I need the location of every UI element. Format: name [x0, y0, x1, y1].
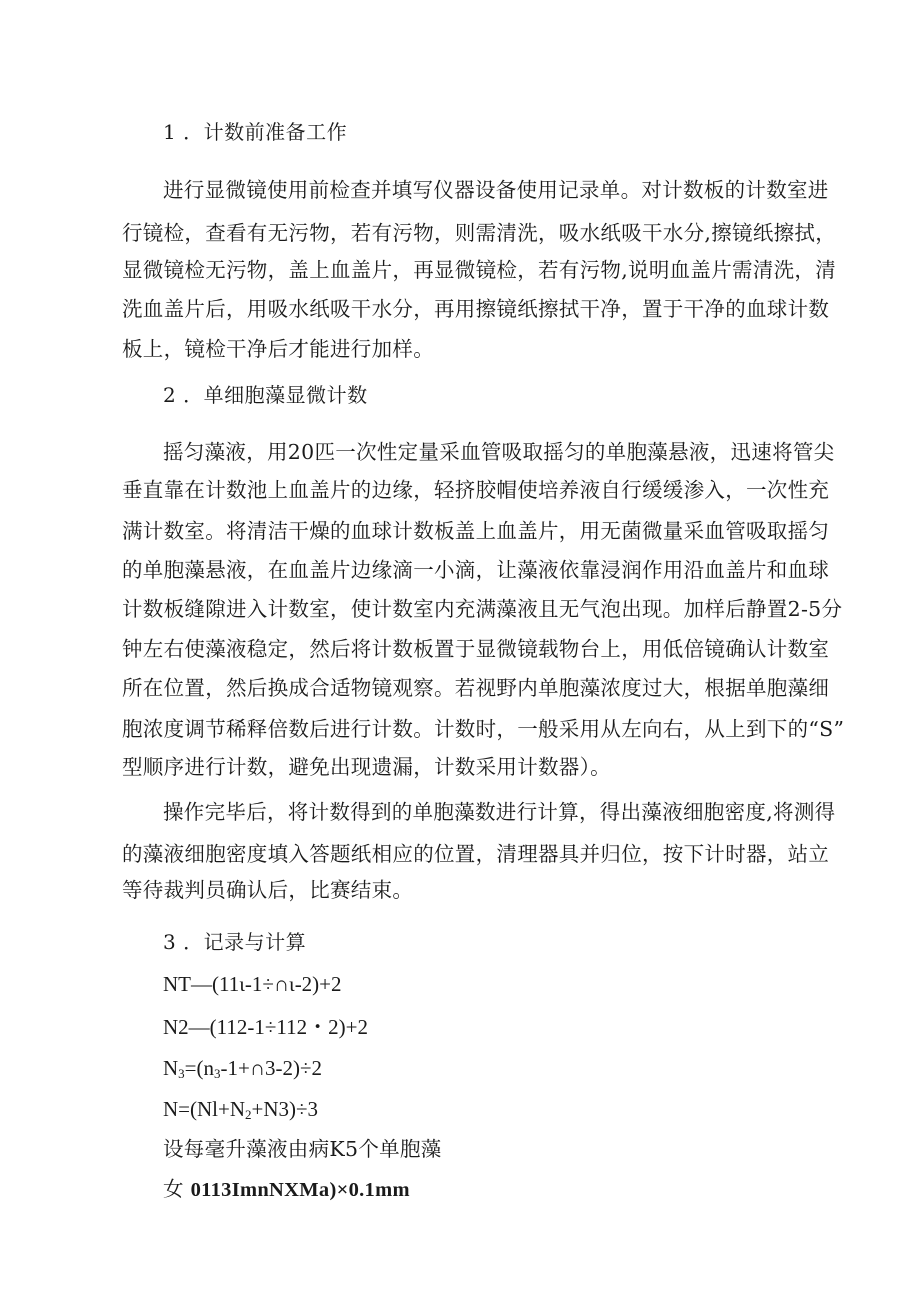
section1-line: 板上，镜检干净后才能进行加样。	[122, 337, 434, 361]
formula-n1: NT—(11ι-1÷∩ι-2)+2	[163, 972, 342, 996]
formula-n-part: +N3)÷3	[251, 1097, 319, 1121]
formula-n3-sub: 3	[178, 1066, 185, 1081]
formula-n3-sub: 3	[214, 1066, 221, 1081]
density-formula-bold: 0113ImnNXMa)×0.1mm	[190, 1179, 410, 1201]
formula-n-part: N=(Nl+N	[163, 1097, 246, 1121]
formula-n2: N2—(112-1÷112・2)+2	[163, 1015, 368, 1039]
formula-n3-part: -1+∩3-2)÷2	[220, 1056, 323, 1080]
section2-heading: 2 ．单细胞藻显微计数	[163, 383, 368, 407]
formula-n-sub: 2	[245, 1107, 252, 1122]
section2-line: 摇匀藻液，用20匹一次性定量采血管吸取摇匀的单胞藻悬液，迅速将管尖	[163, 440, 835, 464]
section1-line: 洗血盖片后，用吸水纸吸干水分，再用擦镜纸擦拭干净，置于干净的血球计数	[122, 297, 830, 321]
density-definition-line: 设每毫升藻液由病K5个单胞藻	[163, 1137, 442, 1161]
formula-n3	[163, 1056, 322, 1080]
section2-line: 计数板缝隙进入计数室，使计数室内充满藻液且无气泡出现。加样后静置2-5分	[122, 597, 843, 621]
section2-line: 垂直靠在计数池上血盖片的边缘，轻挤胶帽使培养液自行缓缓渗入，一次性充	[122, 478, 830, 502]
section3-heading: 3 ．记录与计算	[163, 930, 307, 954]
section2-line: 钟左右使藻液稳定，然后将计数板置于显微镜载物台上，用低倍镜确认计数室	[122, 637, 830, 661]
section2-line: 型顺序进行计数，避免出现遗漏，计数采用计数器）。	[122, 755, 611, 779]
density-formula-prefix: 女	[163, 1177, 191, 1201]
section1-line: 行镜检，查看有无污物，若有污物，则需清洗，吸水纸吸干水分,擦镜纸擦拭，	[122, 221, 837, 245]
formula-n3-part: N	[163, 1056, 179, 1080]
section1-heading: 1 ．计数前准备工作	[163, 120, 348, 144]
section2-line: 胞浓度调节稀释倍数后进行计数。计数时，一般采用从左向右，从上到下的“S”	[122, 717, 845, 741]
section2-line: 操作完毕后，将计数得到的单胞藻数进行计算，得出藻液细胞密度,将测得	[163, 800, 836, 824]
section1-line: 进行显微镜使用前检查并填写仪器设备使用记录单。对计数板的计数室进	[163, 178, 829, 202]
section2-line: 所在位置，然后换成合适物镜观察。若视野内单胞藻浓度过大，根据单胞藻细	[122, 676, 830, 700]
section2-line: 的单胞藻悬液，在血盖片边缘滴一小滴，让藻液依靠浸润作用沿血盖片和血球	[122, 558, 830, 582]
density-formula-line	[163, 1177, 410, 1202]
section2-line: 等待裁判员确认后，比赛结束。	[122, 878, 414, 902]
formula-n3-part: =(n	[184, 1056, 215, 1080]
section2-line: 的藻液细胞密度填入答题纸相应的位置，清理器具并归位，按下计时器，站立	[122, 842, 830, 866]
formula-n	[163, 1097, 318, 1121]
section2-line: 满计数室。将清洁干燥的血球计数板盖上血盖片，用无菌微量采血管吸取摇匀	[122, 519, 830, 543]
section1-line: 显微镜检无污物，盖上血盖片，再显微镜检，若有污物,说明血盖片需清洗，清	[122, 258, 837, 282]
